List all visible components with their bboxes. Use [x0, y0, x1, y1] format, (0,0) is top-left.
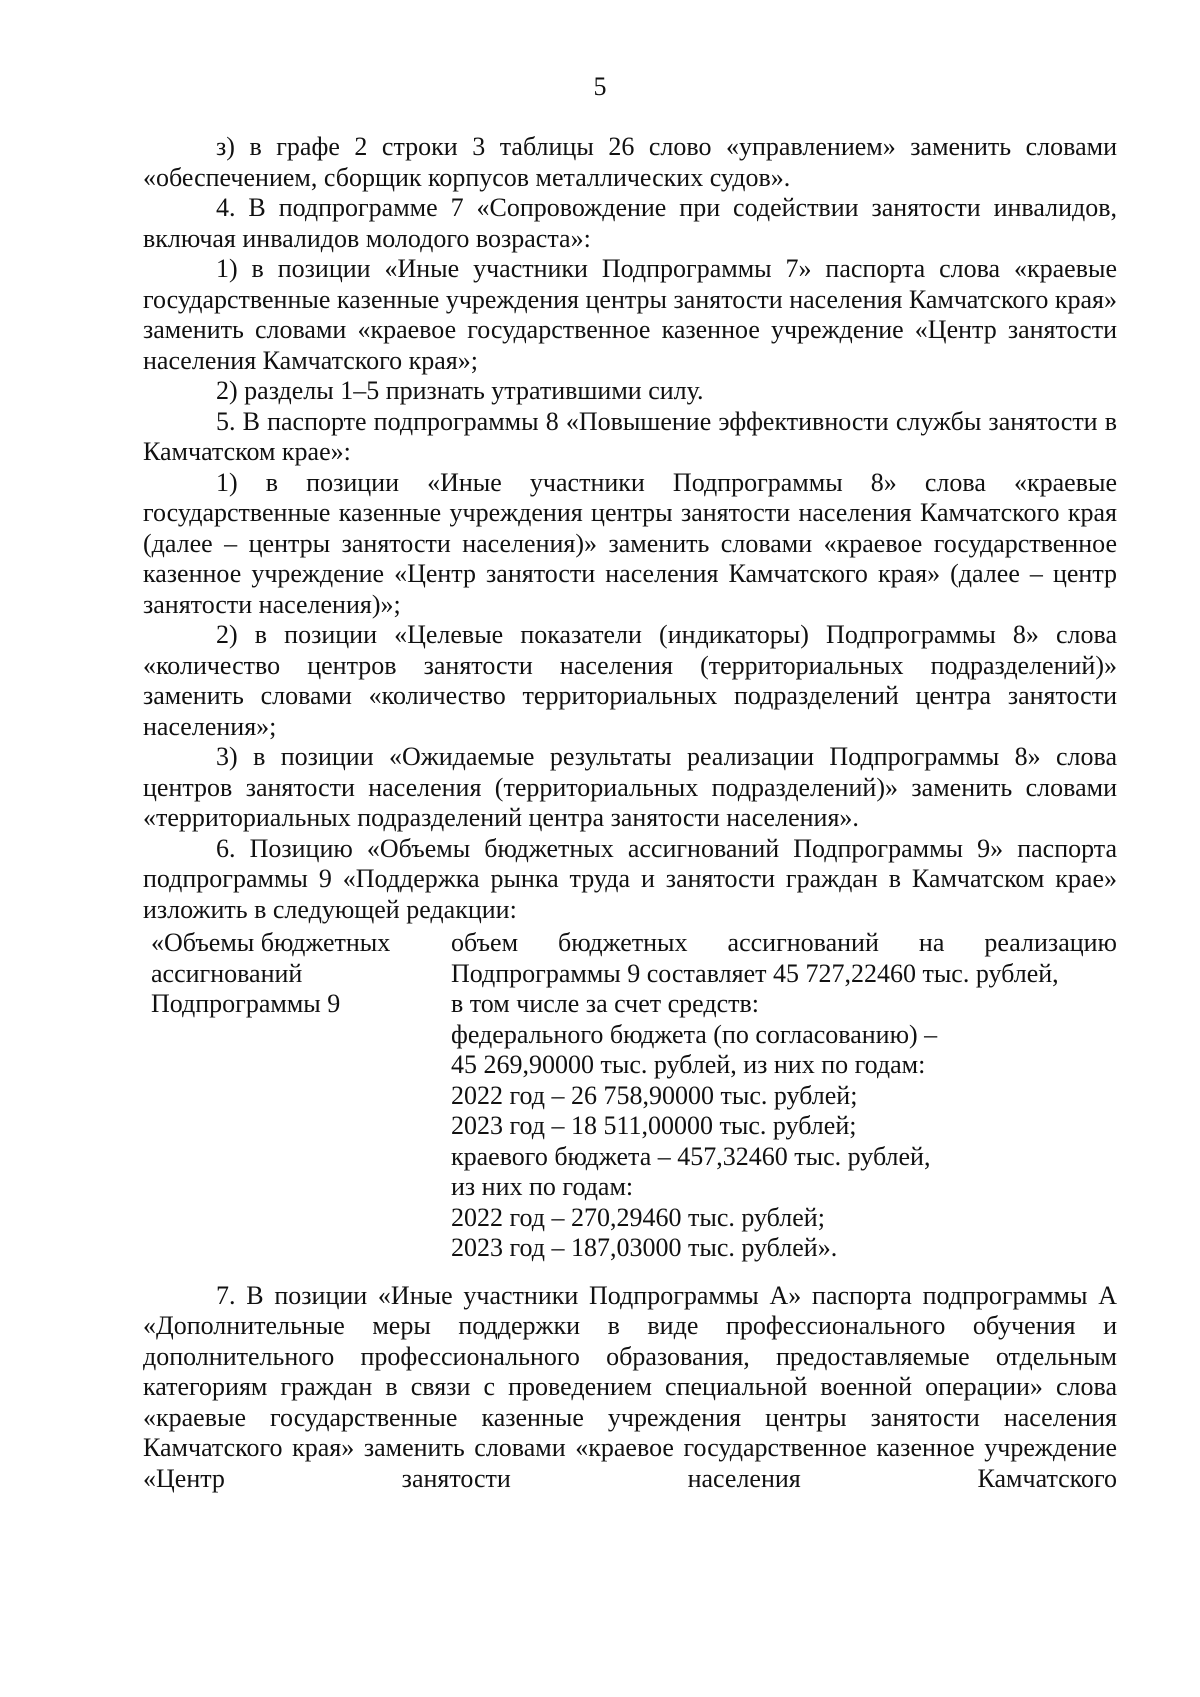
budget-allocation-table: [151, 928, 1117, 1264]
paragraph-item-7: 7. В позиции «Иные участники Подпрограммы А» паспорта подпрограммы А «Дополнительные меры поддержки в виде профессионального обучения и дополнительного профессионального образования, предоставляемые отдельным категориям граждан в связи с проведением специальной военной операции» слова «краевые государственные казенные учреждения центры занятости населения Камчатского края» заменить словами «краевое государственное казенное учреждение «Центр занятости населения Камчатского: [143, 1280, 1117, 1493]
budget-value-line-7: 2023 год – 18 511,00000 тыс. рублей;: [451, 1111, 857, 1140]
paragraph-item-5-2: 2) в позиции «Целевые показатели (индикаторы) Подпрограммы 8» слова «количество центров занятости населения (территориальных подразделений)» заменить словами «количество территориальных подразделений центра занятости населения»;: [143, 620, 1117, 741]
budget-value-line-6: 2022 год – 26 758,90000 тыс. рублей;: [451, 1080, 858, 1110]
budget-value-line-8: краевого бюджета – 457,32460 тыс. рублей,: [451, 1141, 931, 1171]
paragraph-item-4: 4. В подпрограмме 7 «Сопровождение при содействии занятости инвалидов, включая инвалидов молодого возраста»:: [143, 193, 1117, 253]
paragraph-item-6: 6. Позицию «Объемы бюджетных ассигнований Подпрограммы 9» паспорта подпрограммы 9 «Поддержка рынка труда и занятости граждан в Камчатском крае» изложить в следующей редакции:: [143, 833, 1117, 924]
budget-value-line-3: в том числе за счет средств:: [451, 989, 759, 1018]
budget-value-line-1: объем бюджетных ассигнований на реализацию: [451, 928, 1117, 957]
budget-label-line-2: ассигнований: [151, 958, 303, 988]
paragraph-item-4-1: 1) в позиции «Иные участники Подпрограммы 7» паспорта слова «краевые государственные казенные учреждения центры занятости населения Камчатского края» заменить словами «краевое государственное казенное учреждение «Центр занятости населения Камчатского края»;: [143, 254, 1117, 375]
paragraph-item-5-1: 1) в позиции «Иные участники Подпрограммы 8» слова «краевые государственные казенные учреждения центры занятости населения Камчатского края (далее – центры занятости населения)» заменить словами «краевое государственное казенное учреждение «Центр занятости населения Камчатского края» (далее – центр занятости населения)»;: [143, 467, 1117, 619]
budget-label-line-3: Подпрограммы 9: [151, 989, 341, 1018]
budget-table-label-cell: [151, 928, 451, 1264]
budget-value-line-2: Подпрограммы 9 составляет 45 727,22460 тыс. рублей,: [451, 958, 1059, 988]
budget-table-value-cell: [451, 928, 1117, 1264]
paragraph-item-4-2: 2) разделы 1–5 признать утратившими силу.: [216, 376, 704, 405]
page-number: 5: [593, 72, 607, 101]
budget-value-line-11: 2023 год – 187,03000 тыс. рублей».: [451, 1233, 838, 1262]
paragraph-item-5-3: 3) в позиции «Ожидаемые результаты реализации Подпрограммы 8» слова центров занятости населения (территориальных подразделений)» заменить словами «территориальных подразделений центра занятости населения».: [143, 742, 1117, 832]
budget-value-line-5: 45 269,90000 тыс. рублей, из них по годам:: [451, 1050, 926, 1079]
paragraph-item-z: з) в графе 2 строки 3 таблицы 26 слово «управлением» заменить словами «обеспечением, сборщик корпусов металлических судов».: [143, 132, 1117, 192]
budget-value-line-9: из них по годам:: [451, 1172, 634, 1201]
budget-value-line-10: 2022 год – 270,29460 тыс. рублей;: [451, 1202, 825, 1232]
paragraph-item-5: 5. В паспорте подпрограммы 8 «Повышение эффективности службы занятости в Камчатском крае»:: [143, 406, 1117, 466]
budget-value-line-4: федерального бюджета (по согласованию) –: [451, 1019, 938, 1049]
budget-label-line-1: «Объемы бюджетных: [151, 928, 391, 957]
document-body: [143, 132, 1117, 1494]
